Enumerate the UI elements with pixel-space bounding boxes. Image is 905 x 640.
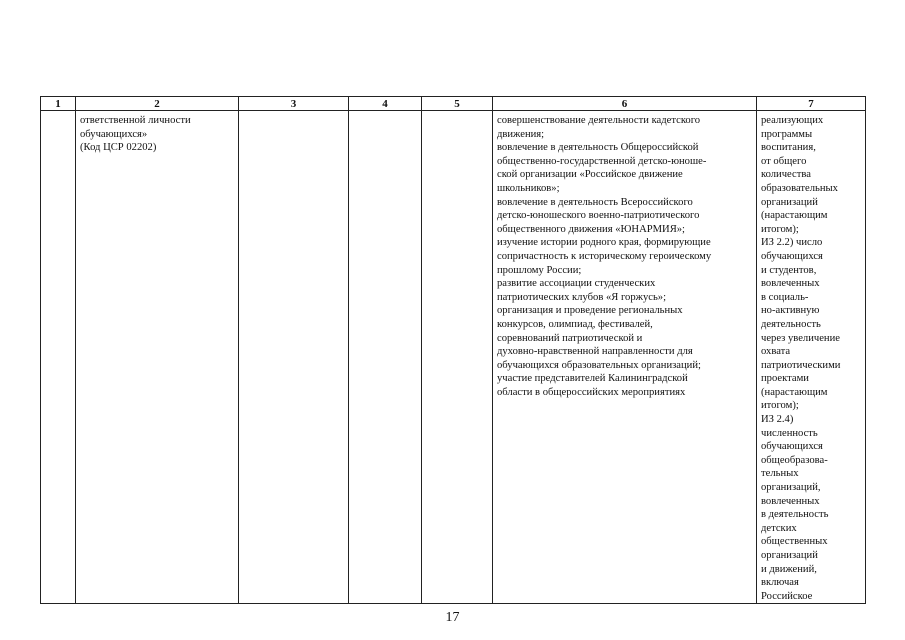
text-line: в социаль- xyxy=(761,291,809,303)
cell-col-4 xyxy=(349,111,422,604)
text-line: вовлеченных xyxy=(761,278,820,290)
text-line: включая xyxy=(761,577,799,589)
text-line: обучающихся образовательных организаций; xyxy=(497,359,701,371)
text-line: (нарастающим xyxy=(761,386,828,398)
text-line: участие представителей Калининградской xyxy=(497,373,688,385)
text-line: вовлеченных xyxy=(761,495,820,507)
text-line: итогом); xyxy=(761,223,799,235)
text-line: деятельность xyxy=(761,318,821,330)
text-line: духовно-нравственной направленности для xyxy=(497,346,693,358)
cell-col-6 xyxy=(493,111,757,604)
text-line: тельных xyxy=(761,468,799,480)
text-line: (нарастающим xyxy=(761,210,828,222)
text-line: и движений, xyxy=(761,563,817,575)
text-line: конкурсов, олимпиад, фестивалей, xyxy=(497,318,653,330)
text-line: развитие ассоциации студенческих xyxy=(497,278,656,290)
text-line: количества xyxy=(761,169,811,181)
cell-col-1 xyxy=(41,111,76,604)
cell-col-5 xyxy=(422,111,493,604)
text-line: общественного движения «ЮНАРМИЯ»; xyxy=(497,223,686,235)
text-line: в деятельность xyxy=(761,509,829,521)
column-header-5: 5 xyxy=(422,97,493,111)
text-line: прошлому России; xyxy=(497,264,582,276)
text-line: совершенствование деятельности кадетского xyxy=(497,115,701,126)
text-line: охвата xyxy=(761,346,791,358)
header-row xyxy=(41,97,866,111)
text-line: общественно-государственной детско-юноше- xyxy=(497,155,707,167)
text-line: общественных xyxy=(761,536,828,548)
cell-col-6-text xyxy=(493,111,756,399)
text-line: организаций xyxy=(761,196,818,208)
text-line: программы xyxy=(761,128,813,140)
text-line: патриотических клубов «Я горжусь»; xyxy=(497,291,667,303)
text-line: обучающихся xyxy=(761,441,823,453)
text-line: изучение истории родного края, формирующие xyxy=(497,237,711,249)
column-header-7: 7 xyxy=(757,97,866,111)
cell-col-7-text xyxy=(757,111,865,603)
column-header-6: 6 xyxy=(493,97,757,111)
text-line: патриотическими xyxy=(761,359,841,371)
text-line: и студентов, xyxy=(761,264,817,276)
cell-col-2-text xyxy=(76,111,238,155)
cell-col-3 xyxy=(239,111,349,604)
text-line: образовательных xyxy=(761,182,838,194)
page-number: 17 xyxy=(445,610,460,625)
text-line: проектами xyxy=(761,373,809,385)
text-line: (Код ЦСР 02202) xyxy=(80,142,157,154)
text-line: области в общероссийских мероприятиях xyxy=(497,386,686,398)
text-line: вовлечение в деятельность Всероссийского xyxy=(497,196,693,208)
text-line: от общего xyxy=(761,155,807,167)
column-header-2: 2 xyxy=(76,97,239,111)
text-line: ИЗ 2.4) xyxy=(761,414,794,426)
text-line: общеобразова- xyxy=(761,454,828,466)
text-line: через увеличение xyxy=(761,332,840,344)
column-header-3: 3 xyxy=(239,97,349,111)
text-line: движения; xyxy=(497,128,545,140)
cell-col-7 xyxy=(757,111,866,604)
text-line: Российское xyxy=(761,590,813,602)
text-line: но-активную xyxy=(761,305,820,317)
text-line: воспитания, xyxy=(761,142,816,154)
text-line: ской организации «Российское движение xyxy=(497,169,683,181)
text-line: детско-юношеского военно-патриотического xyxy=(497,210,700,222)
text-line: школьников»; xyxy=(497,182,560,194)
text-line: вовлечение в деятельность Общероссийской xyxy=(497,142,699,154)
text-line: соревнований патриотической и xyxy=(497,332,643,344)
text-line: реализующих xyxy=(761,115,824,126)
text-line: численность xyxy=(761,427,818,439)
text-line: организаций, xyxy=(761,482,821,494)
text-line: обучающихся» xyxy=(80,128,148,140)
column-header-4: 4 xyxy=(349,97,422,111)
column-header-1: 1 xyxy=(41,97,76,111)
table-row xyxy=(41,111,866,604)
text-line: обучающихся xyxy=(761,250,823,262)
text-line: ИЗ 2.2) число xyxy=(761,237,823,249)
text-line: итогом); xyxy=(761,400,799,412)
text-line: детских xyxy=(761,522,797,534)
text-line: организаций xyxy=(761,550,818,561)
text-line: ответственной личности xyxy=(80,115,191,126)
text-line: организация и проведение региональных xyxy=(497,305,683,317)
data-table xyxy=(40,96,866,604)
text-line: сопричастность к историческому героическому xyxy=(497,250,712,262)
cell-col-2 xyxy=(76,111,239,604)
